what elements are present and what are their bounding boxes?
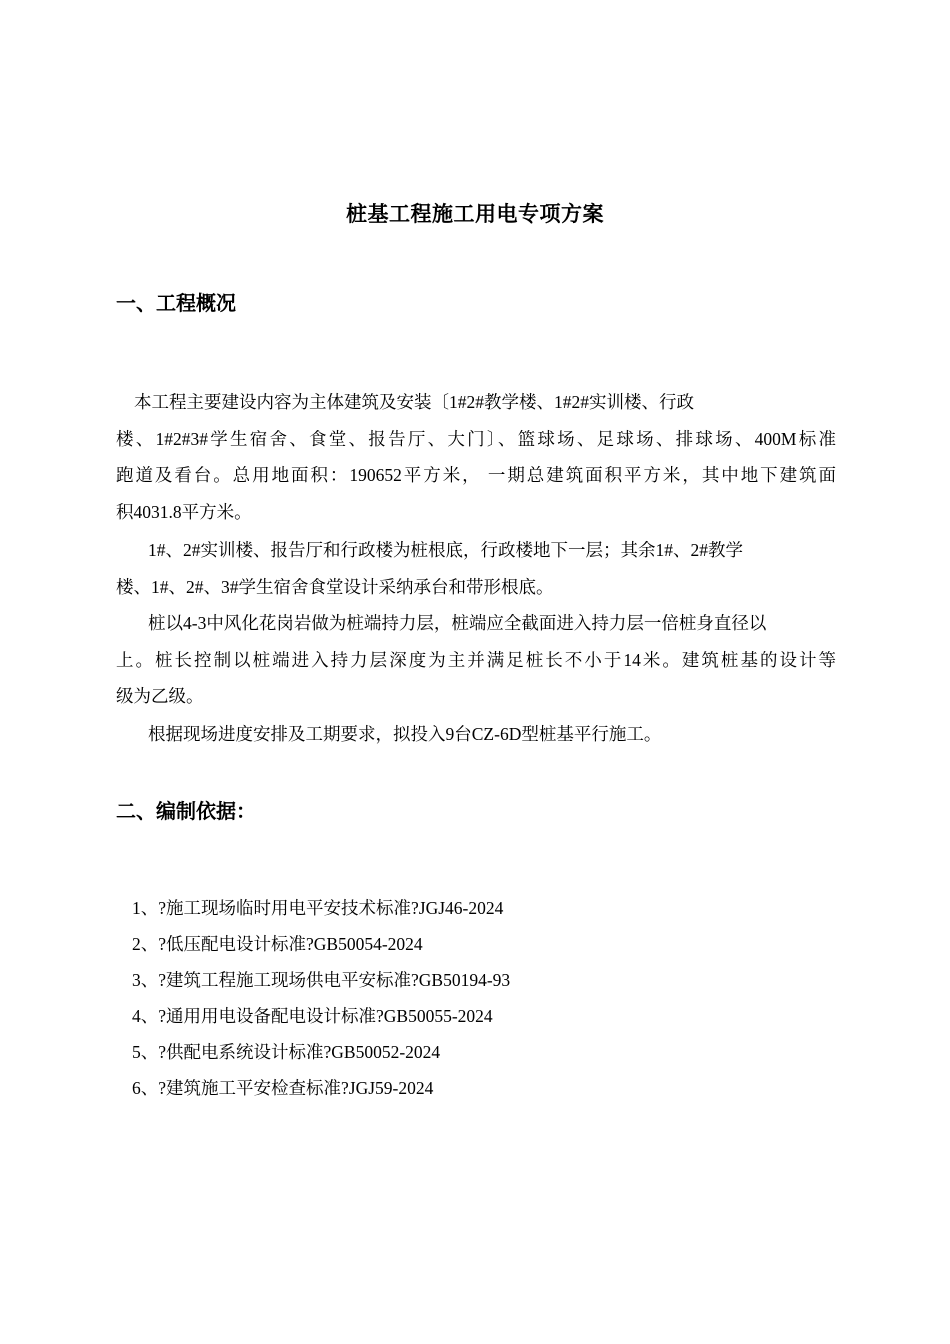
reference-item: 4、?通用用电设备配电设计标准?GB50055-2024 (132, 1006, 493, 1026)
paragraph-line: 本工程主要建设内容为主体建筑及安装〔1#2#教学楼、1#2#实训楼、行政 (134, 392, 694, 412)
section-heading-basis: 二、编制依据： (116, 801, 256, 823)
reference-item: 3、?建筑工程施工现场供电平安标准?GB50194-93 (132, 970, 511, 990)
reference-list (132, 890, 510, 1106)
paragraph-line: 1#、2#实训楼、报告厅和行政楼为桩根底，行政楼地下一层；其余1#、2#教学 (148, 540, 743, 560)
paragraph-line: 楼、1#2#3#学生宿舍、食堂、报告厅、大门〕、篮球场、足球场、排球场、400M标准 (116, 428, 836, 449)
reference-item: 2、?低压配电设计标准?GB50054-2024 (132, 934, 423, 954)
overview-paragraph-1 (116, 384, 836, 530)
document-title: 桩基工程施工用电专项方案 (346, 202, 604, 226)
overview-paragraph-3 (116, 605, 836, 715)
overview-paragraph-4 (116, 716, 836, 753)
reference-item: 1、?施工现场临时用电平安技术标准?JGJ46-2024 (132, 898, 504, 918)
overview-paragraph-2 (116, 532, 836, 605)
paragraph-line: 桩以4-3中风化花岗岩做为桩端持力层，桩端应全截面进入持力层一倍桩身直径以 (148, 613, 767, 633)
reference-item: 6、?建筑施工平安检查标准?JGJ59-2024 (132, 1078, 434, 1098)
paragraph-line: 上。桩长控制以桩端进入持力层深度为主并满足桩长不小于14米。建筑桩基的设计等 (116, 649, 836, 670)
paragraph-line: 积4031.8平方米。 (116, 501, 252, 522)
paragraph-line: 楼、1#、2#、3#学生宿舍食堂设计采纳承台和带形根底。 (116, 576, 554, 597)
section-heading-overview: 一、工程概况 (116, 293, 236, 315)
paragraph-line: 根据现场进度安排及工期要求，拟投入9台CZ-6D型桩基平行施工。 (148, 724, 662, 744)
paragraph-line: 跑道及看台。总用地面积：190652平方米， 一期总建筑面积平方米，其中地下建筑面 (116, 465, 836, 485)
reference-item: 5、?供配电系统设计标准?GB50052-2024 (132, 1042, 441, 1062)
paragraph-line: 级为乙级。 (116, 686, 204, 706)
